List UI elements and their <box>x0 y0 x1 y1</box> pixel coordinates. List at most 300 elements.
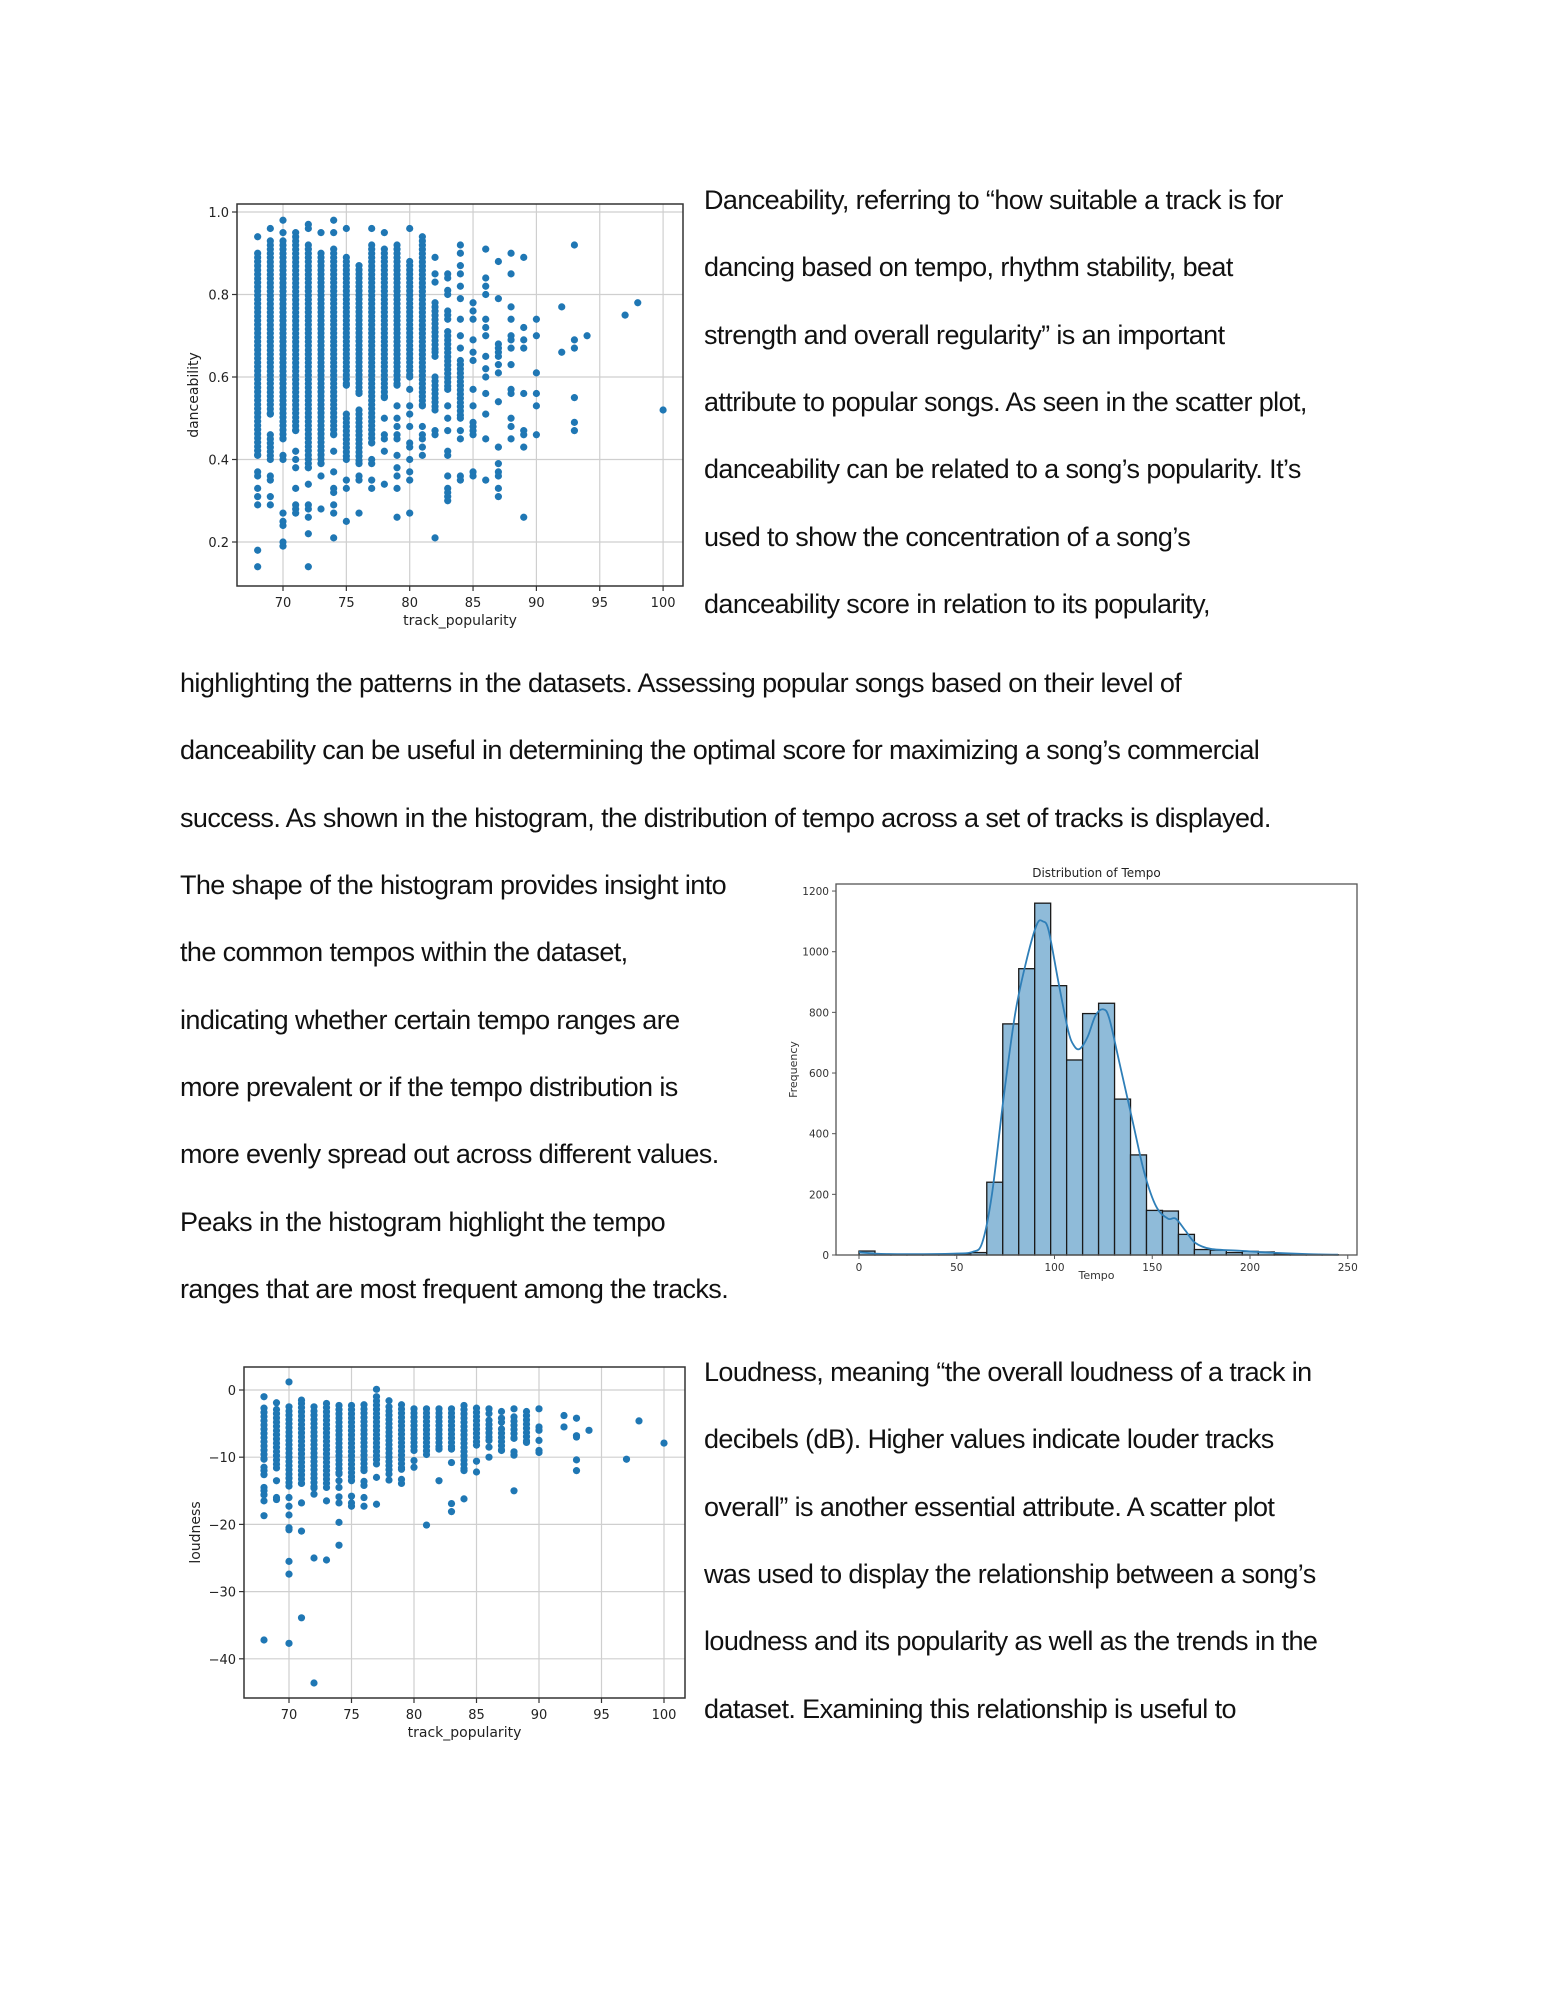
data-point <box>460 1456 467 1463</box>
data-point <box>317 401 324 408</box>
data-point <box>381 267 388 274</box>
data-point <box>254 384 261 391</box>
danceability-axes <box>186 204 683 629</box>
data-point <box>485 1405 492 1412</box>
data-point <box>292 418 299 425</box>
data-point <box>267 351 274 358</box>
histogram-bar <box>1194 1250 1210 1255</box>
data-point <box>381 254 388 261</box>
data-point <box>393 267 400 274</box>
data-point <box>457 391 464 398</box>
data-point <box>457 365 464 372</box>
data-point <box>368 409 375 416</box>
data-point <box>254 367 261 374</box>
data-point <box>348 1410 355 1417</box>
data-point <box>368 275 375 282</box>
data-point <box>419 452 426 459</box>
data-point <box>368 254 375 261</box>
data-point <box>368 342 375 349</box>
kde-curve <box>859 920 1338 1254</box>
data-point <box>469 299 476 306</box>
data-point <box>573 1433 580 1440</box>
data-point <box>323 1425 330 1432</box>
data-point <box>393 402 400 409</box>
data-point <box>305 225 312 232</box>
data-point <box>393 382 400 389</box>
data-point <box>431 312 438 319</box>
data-point <box>393 435 400 442</box>
data-point <box>406 321 413 328</box>
data-point <box>423 1451 430 1458</box>
data-point <box>348 1431 355 1438</box>
data-point <box>254 258 261 265</box>
data-point <box>373 1418 380 1425</box>
data-point <box>385 1403 392 1410</box>
data-point <box>510 1448 517 1455</box>
data-point <box>457 262 464 269</box>
data-point <box>279 393 286 400</box>
data-point <box>317 447 324 454</box>
data-point <box>368 292 375 299</box>
data-point <box>279 346 286 353</box>
data-point <box>343 382 350 389</box>
data-point <box>273 1418 280 1425</box>
data-point <box>348 1465 355 1472</box>
data-point <box>348 1402 355 1409</box>
chart-title: Distribution of Tempo <box>1032 866 1161 880</box>
data-point <box>260 1393 267 1400</box>
data-point <box>279 246 286 253</box>
data-point <box>317 430 324 437</box>
data-point <box>305 254 312 261</box>
histogram-bar <box>1162 1211 1178 1255</box>
data-point <box>419 402 426 409</box>
data-point <box>317 308 324 315</box>
data-point <box>305 279 312 286</box>
data-point <box>355 354 362 361</box>
data-point <box>507 423 514 430</box>
data-point <box>267 355 274 362</box>
data-point <box>254 296 261 303</box>
data-point <box>393 367 400 374</box>
data-point <box>260 1405 267 1412</box>
data-point <box>469 419 476 426</box>
data-point <box>560 1423 567 1430</box>
data-point <box>507 332 514 339</box>
data-point <box>254 350 261 357</box>
data-point <box>335 1477 342 1484</box>
data-point <box>317 292 324 299</box>
data-point <box>398 1418 405 1425</box>
data-point <box>343 292 350 299</box>
histogram-bar <box>939 1254 955 1255</box>
data-point <box>423 1447 430 1454</box>
data-point <box>520 336 527 343</box>
data-point <box>260 1491 267 1498</box>
data-point <box>273 1448 280 1455</box>
data-point <box>368 325 375 332</box>
y-tick-label: 0.6 <box>208 371 229 386</box>
data-point <box>381 376 388 383</box>
data-point <box>381 229 388 236</box>
data-point <box>393 464 400 471</box>
data-point <box>469 427 476 434</box>
data-point <box>330 397 337 404</box>
data-point <box>355 380 362 387</box>
data-point <box>317 388 324 395</box>
data-point <box>355 312 362 319</box>
data-point <box>254 426 261 433</box>
data-point <box>292 414 299 421</box>
data-point <box>279 397 286 404</box>
data-point <box>381 363 388 370</box>
data-point <box>398 1476 405 1483</box>
text-line: dancing based on tempo, rhythm stability, beat <box>704 252 1233 283</box>
data-point <box>292 410 299 417</box>
data-point <box>393 321 400 328</box>
data-point <box>423 1443 430 1450</box>
data-point <box>435 1477 442 1484</box>
data-point <box>292 292 299 299</box>
data-point <box>279 380 286 387</box>
data-point <box>482 324 489 331</box>
data-point <box>457 250 464 257</box>
data-point <box>444 287 451 294</box>
data-point <box>355 423 362 430</box>
data-point <box>393 431 400 438</box>
data-point <box>279 538 286 545</box>
data-point <box>285 1449 292 1456</box>
data-point <box>273 1477 280 1484</box>
data-point <box>535 1437 542 1444</box>
data-point <box>393 355 400 362</box>
data-point <box>535 1405 542 1412</box>
data-point <box>343 423 350 430</box>
data-point <box>292 330 299 337</box>
data-point <box>406 262 413 269</box>
data-point <box>393 309 400 316</box>
y-axis-label: loudness <box>188 1501 204 1564</box>
data-point <box>360 1482 367 1489</box>
data-point <box>310 1437 317 1444</box>
data-point <box>381 325 388 332</box>
data-point <box>381 292 388 299</box>
data-point <box>435 1418 442 1425</box>
data-point <box>510 1422 517 1429</box>
data-point <box>317 397 324 404</box>
data-point <box>406 355 413 362</box>
text-line: highlighting the patterns in the datasets. Assessing popular songs based on their level of <box>180 668 1182 698</box>
data-point <box>279 543 286 550</box>
data-point <box>469 307 476 314</box>
data-point <box>330 418 337 425</box>
data-point <box>460 1419 467 1426</box>
data-point <box>473 1430 480 1437</box>
y-tick-label: −30 <box>208 1585 236 1601</box>
data-point <box>482 365 489 372</box>
data-point <box>267 405 274 412</box>
data-point <box>330 380 337 387</box>
data-point <box>368 456 375 463</box>
data-point <box>523 1408 530 1415</box>
data-point <box>298 1480 305 1487</box>
data-point <box>448 1508 455 1515</box>
data-point <box>355 427 362 434</box>
data-point <box>254 472 261 479</box>
data-point <box>330 405 337 412</box>
data-point <box>485 1454 492 1461</box>
data-point <box>448 1443 455 1450</box>
data-point <box>298 1471 305 1478</box>
data-point <box>373 1386 380 1393</box>
data-point <box>323 1446 330 1453</box>
data-point <box>285 1437 292 1444</box>
data-point <box>473 1442 480 1449</box>
data-point <box>533 369 540 376</box>
data-point <box>254 287 261 294</box>
data-point <box>498 1408 505 1415</box>
data-point <box>473 1458 480 1465</box>
data-point <box>305 430 312 437</box>
data-point <box>323 1454 330 1461</box>
data-point <box>406 359 413 366</box>
data-point <box>330 351 337 358</box>
data-point <box>444 349 451 356</box>
data-point <box>510 1487 517 1494</box>
data-point <box>254 409 261 416</box>
data-point <box>360 1426 367 1433</box>
data-point <box>330 355 337 362</box>
histogram-bar <box>1274 1254 1290 1255</box>
data-point <box>457 399 464 406</box>
data-point <box>482 283 489 290</box>
data-point <box>381 448 388 455</box>
x-tick-label: 100 <box>1044 1262 1065 1274</box>
x-tick-label: 200 <box>1239 1262 1261 1274</box>
data-point <box>381 313 388 320</box>
data-point <box>368 384 375 391</box>
data-point <box>573 1456 580 1463</box>
data-point <box>393 288 400 295</box>
data-point <box>260 1426 267 1433</box>
data-point <box>267 456 274 463</box>
data-point <box>279 313 286 320</box>
data-point <box>355 444 362 451</box>
text-line: decibels (dB). Higher values indicate louder tracks <box>704 1424 1274 1455</box>
data-point <box>498 1425 505 1432</box>
data-point <box>431 254 438 261</box>
data-point <box>510 1426 517 1433</box>
data-point <box>335 1469 342 1476</box>
data-point <box>360 1456 367 1463</box>
data-point <box>317 451 324 458</box>
data-point <box>305 426 312 433</box>
data-point <box>317 355 324 362</box>
data-point <box>419 359 426 366</box>
data-point <box>368 334 375 341</box>
data-point <box>267 283 274 290</box>
data-point <box>393 376 400 383</box>
x-tick-label: 75 <box>338 596 355 611</box>
data-point <box>348 1435 355 1442</box>
data-point <box>267 409 274 416</box>
data-point <box>305 334 312 341</box>
data-point <box>385 1445 392 1452</box>
data-point <box>279 510 286 517</box>
data-point <box>317 363 324 370</box>
histogram-bar <box>1115 1099 1131 1255</box>
data-point <box>285 1416 292 1423</box>
data-point <box>482 411 489 418</box>
data-point <box>419 267 426 274</box>
data-point <box>279 405 286 412</box>
data-point <box>410 1439 417 1446</box>
data-point <box>393 351 400 358</box>
data-point <box>444 341 451 348</box>
data-point <box>267 477 274 484</box>
data-point <box>469 316 476 323</box>
data-point <box>368 304 375 311</box>
data-point <box>330 534 337 541</box>
data-point <box>393 300 400 307</box>
loudness-gridlines <box>244 1367 685 1698</box>
data-point <box>254 376 261 383</box>
data-point <box>457 435 464 442</box>
x-tick-label: 75 <box>343 1708 360 1723</box>
data-point <box>348 1473 355 1480</box>
data-point <box>267 440 274 447</box>
data-point <box>279 258 286 265</box>
data-point <box>419 376 426 383</box>
data-point <box>254 451 261 458</box>
data-point <box>323 1484 330 1491</box>
data-point <box>348 1444 355 1451</box>
data-point <box>398 1431 405 1438</box>
data-point <box>457 295 464 302</box>
data-point <box>330 271 337 278</box>
data-point <box>305 451 312 458</box>
data-point <box>330 250 337 257</box>
data-point <box>273 1496 280 1503</box>
data-point <box>355 411 362 418</box>
data-point <box>448 1435 455 1442</box>
data-point <box>305 296 312 303</box>
data-point <box>385 1454 392 1461</box>
data-point <box>482 332 489 339</box>
data-point <box>406 439 413 446</box>
data-point <box>292 485 299 492</box>
data-point <box>431 303 438 310</box>
data-point <box>279 435 286 442</box>
data-point <box>373 1435 380 1442</box>
data-point <box>373 1393 380 1400</box>
data-point <box>457 270 464 277</box>
data-point <box>368 426 375 433</box>
data-point <box>348 1469 355 1476</box>
data-point <box>335 1519 342 1526</box>
data-point <box>460 1444 467 1451</box>
data-point <box>406 304 413 311</box>
data-point <box>355 436 362 443</box>
data-point <box>398 1443 405 1450</box>
data-point <box>317 439 324 446</box>
data-point <box>368 250 375 257</box>
data-point <box>305 342 312 349</box>
data-point <box>398 1414 405 1421</box>
data-point <box>273 1427 280 1434</box>
data-point <box>310 1470 317 1477</box>
data-point <box>355 440 362 447</box>
data-point <box>485 1425 492 1432</box>
data-point <box>285 1482 292 1489</box>
data-point <box>330 325 337 332</box>
data-point <box>292 448 299 455</box>
data-point <box>355 457 362 464</box>
data-point <box>254 325 261 332</box>
data-point <box>406 468 413 475</box>
data-point <box>368 296 375 303</box>
data-point <box>360 1410 367 1417</box>
x-tick-label: 100 <box>651 1708 677 1723</box>
data-point <box>305 283 312 290</box>
data-point <box>305 418 312 425</box>
data-point <box>254 388 261 395</box>
data-point <box>573 1432 580 1439</box>
data-point <box>482 246 489 253</box>
data-point <box>279 422 286 429</box>
data-point <box>393 246 400 253</box>
data-point <box>520 427 527 434</box>
data-point <box>368 321 375 328</box>
y-tick-label: 0 <box>227 1384 236 1399</box>
data-point <box>267 452 274 459</box>
data-point <box>510 1417 517 1424</box>
data-point <box>330 334 337 341</box>
data-point <box>343 313 350 320</box>
data-point <box>423 1521 430 1528</box>
data-point <box>292 267 299 274</box>
data-point <box>305 380 312 387</box>
data-point <box>457 415 464 422</box>
data-point <box>444 345 451 352</box>
data-point <box>571 394 578 401</box>
data-point <box>330 304 337 311</box>
data-point <box>279 241 286 248</box>
data-point <box>267 444 274 451</box>
data-point <box>330 229 337 236</box>
data-point <box>473 1409 480 1416</box>
data-point <box>305 372 312 379</box>
data-point <box>254 250 261 257</box>
data-point <box>419 397 426 404</box>
data-point <box>406 225 413 232</box>
data-point <box>431 324 438 331</box>
data-point <box>381 250 388 257</box>
data-point <box>305 443 312 450</box>
data-point <box>473 1426 480 1433</box>
data-point <box>285 1412 292 1419</box>
data-point <box>267 472 274 479</box>
data-point <box>435 1430 442 1437</box>
data-point <box>317 325 324 332</box>
data-point <box>393 372 400 379</box>
data-point <box>279 330 286 337</box>
data-point <box>279 254 286 261</box>
data-point <box>292 401 299 408</box>
data-point <box>495 485 502 492</box>
data-point <box>260 1421 267 1428</box>
data-point <box>343 363 350 370</box>
